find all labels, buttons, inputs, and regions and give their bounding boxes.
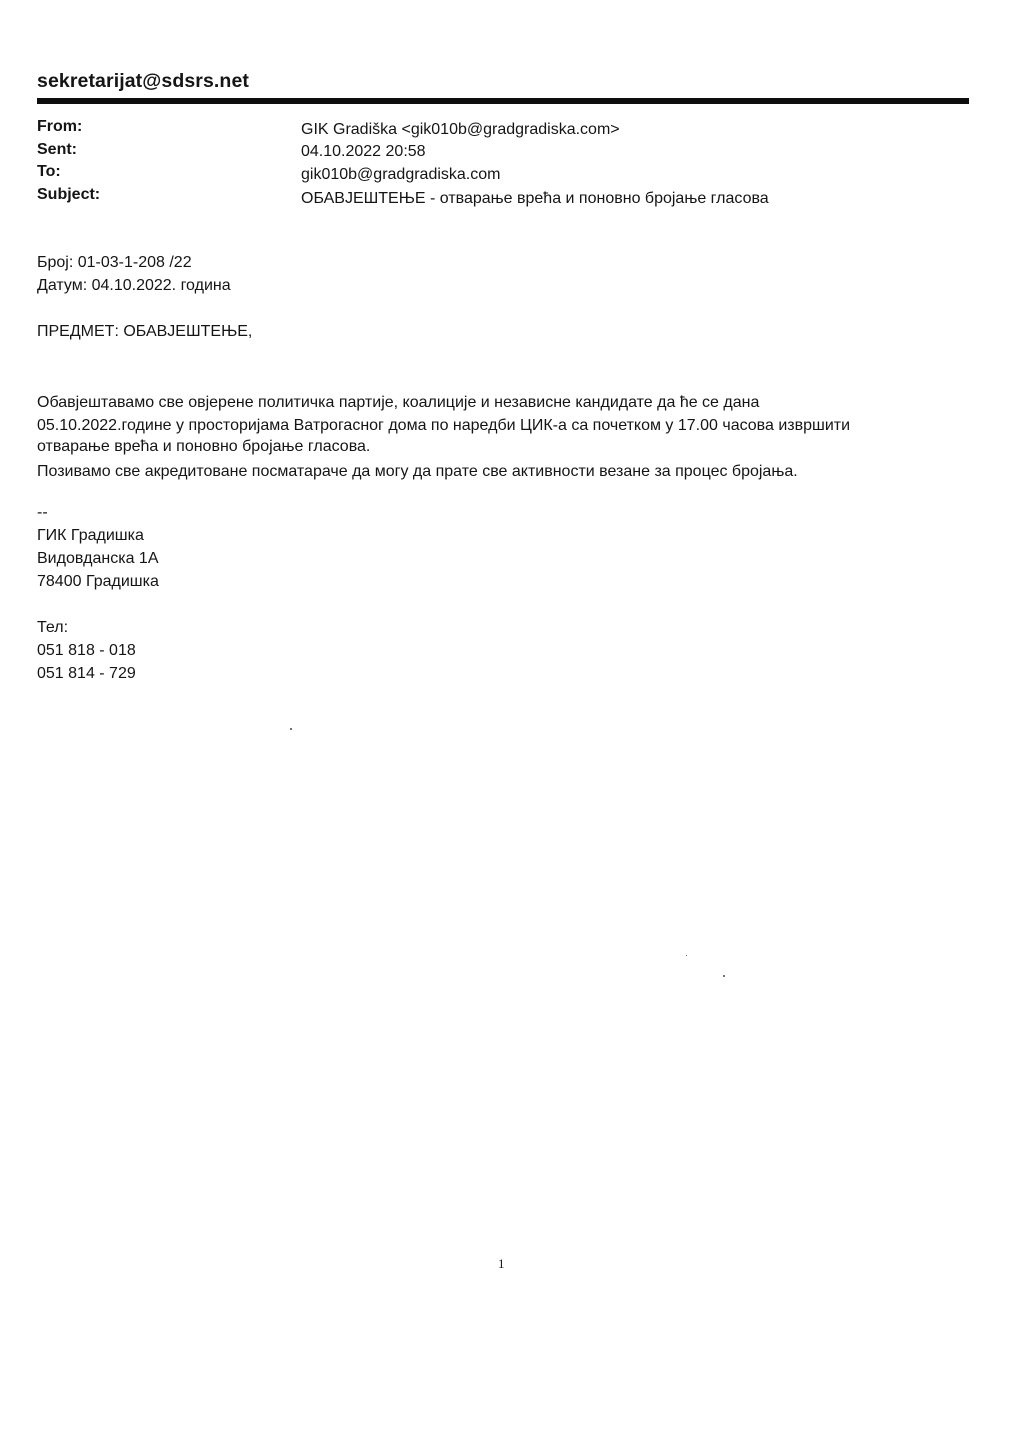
header-rule: [37, 98, 969, 104]
page-number: 1: [498, 1256, 505, 1271]
from-value: GIK Gradiška <gik010b@gradgradiska.com>: [301, 121, 620, 138]
sent-label: Sent:: [37, 141, 77, 158]
scan-speck: [686, 955, 687, 956]
signature-separator: --: [37, 504, 48, 521]
phone-number: 051 818 - 018: [37, 642, 136, 659]
phone-label: Тел:: [37, 619, 69, 636]
from-label: From:: [37, 118, 83, 135]
paragraph-line: Обавјештавамо све овјерене политичка партије, коалиције и независне кандидате да ће се дана: [37, 394, 760, 411]
phone-number: 051 814 - 729: [37, 665, 136, 682]
mailbox-address: sekretarijat@sdsrs.net: [37, 70, 249, 92]
document-date: Датум: 04.10.2022. година: [37, 277, 231, 294]
subject-value: ОБАВЈЕШТЕЊЕ - отварање врећа и поновно бројање гласова: [301, 190, 769, 207]
document-number: Број: 01-03-1-208 /22: [37, 254, 192, 271]
to-label: To:: [37, 163, 61, 180]
signature-city: 78400 Градишка: [37, 573, 159, 590]
signature-street: Видовданска 1А: [37, 550, 159, 567]
signature-org: ГИК Градишка: [37, 527, 144, 544]
document-subject: ПРЕДМЕТ: ОБАВЈЕШТЕЊЕ,: [37, 323, 253, 340]
scan-speck: [723, 975, 725, 977]
paragraph-line: отварање врећа и поновно бројање гласова.: [37, 438, 371, 455]
to-value: gik010b@gradgradiska.com: [301, 166, 501, 183]
paragraph-line: 05.10.2022.године у просторијама Ватрогасног дома по наредби ЦИК-а са почетком у 17.00 часова извршити: [37, 417, 851, 434]
paragraph-line: Позивамо све акредитоване посматараче да могу да прате све активности везане за процес бројања.: [37, 463, 798, 480]
subject-label: Subject:: [37, 186, 101, 203]
sent-value: 04.10.2022 20:58: [301, 143, 426, 160]
scan-speck: [290, 728, 292, 730]
